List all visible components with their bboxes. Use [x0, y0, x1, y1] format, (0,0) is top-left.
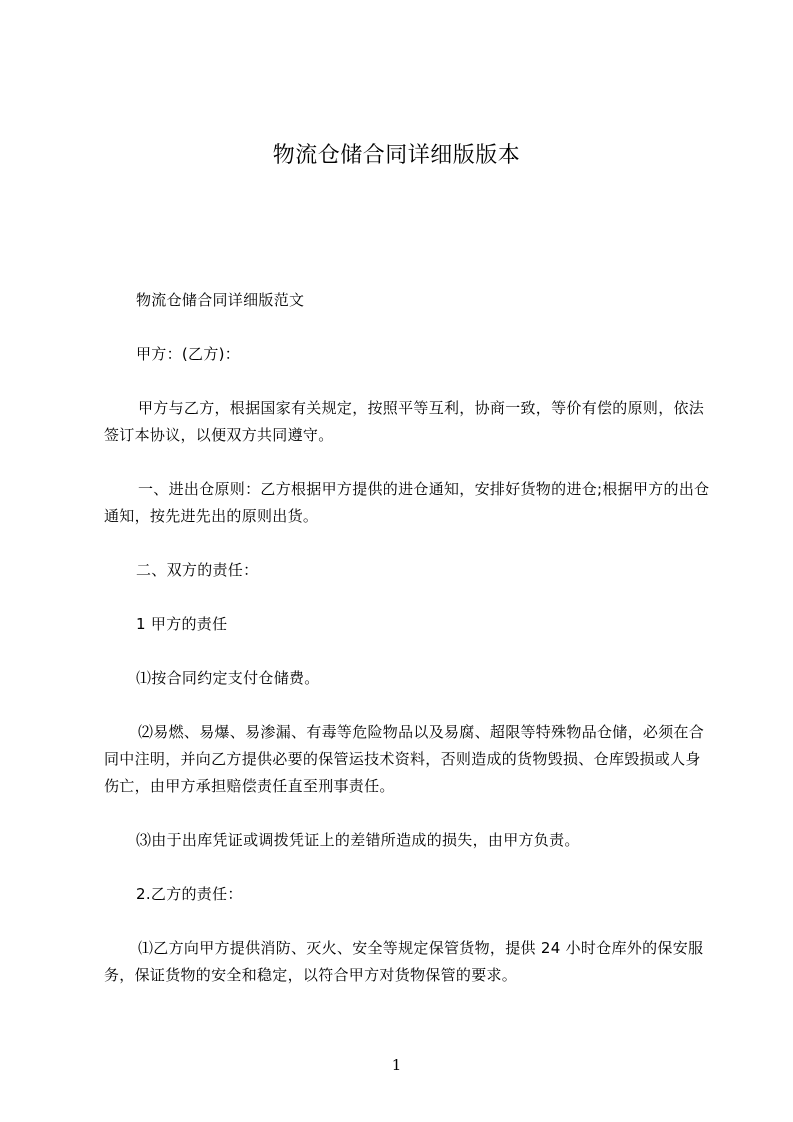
paragraph-party-b-heading: 2.乙方的责任： — [136, 885, 243, 903]
paragraph-party-b-item-1: ⑴乙方向甲方提供消防、灭火、安全等规定保管货物，提供 24 小时仓库外的保安服务，保证货物的安全和稳定，以符合甲方对货物保管的要求。 — [104, 939, 704, 984]
paragraph-subtitle: 物流仓储合同详细版范文 — [136, 291, 305, 309]
paragraph-party-a-item-3: ⑶由于出库凭证或调拨凭证上的差错所造成的损失，由甲方负责。 — [136, 831, 580, 849]
document-title: 物流仓储合同详细版版本 — [272, 143, 521, 168]
paragraph-parties: 甲方：(乙方)： — [136, 345, 241, 363]
paragraph-party-a-item-1: ⑴按合同约定支付仓储费。 — [136, 669, 320, 687]
paragraph-section-2-heading: 二、双方的责任： — [136, 561, 259, 579]
paragraph-party-a-heading: 1 甲方的责任 — [136, 615, 228, 633]
paragraph-section-1: 一、进出仓原则：乙方根据甲方提供的进仓通知，安排好货物的进仓;根据甲方的出仓通知，按先进先出的原则出货。 — [104, 480, 710, 525]
page-number: 1 — [391, 1056, 402, 1074]
paragraph-party-a-item-2: ⑵易燃、易爆、易渗漏、有毒等危险物品以及易腐、超限等特殊物品仓储，必须在合同中注明，并向乙方提供必要的保管运技术资料，否则造成的货物毁损、仓库毁损或人身伤亡，由甲方承担赔偿责任直至刑事责任。 — [104, 723, 705, 795]
paragraph-intro: 甲方与乙方，根据国家有关规定，按照平等互利，协商一致，等价有偿的原则，依法签订本协议，以便双方共同遵守。 — [104, 399, 705, 444]
